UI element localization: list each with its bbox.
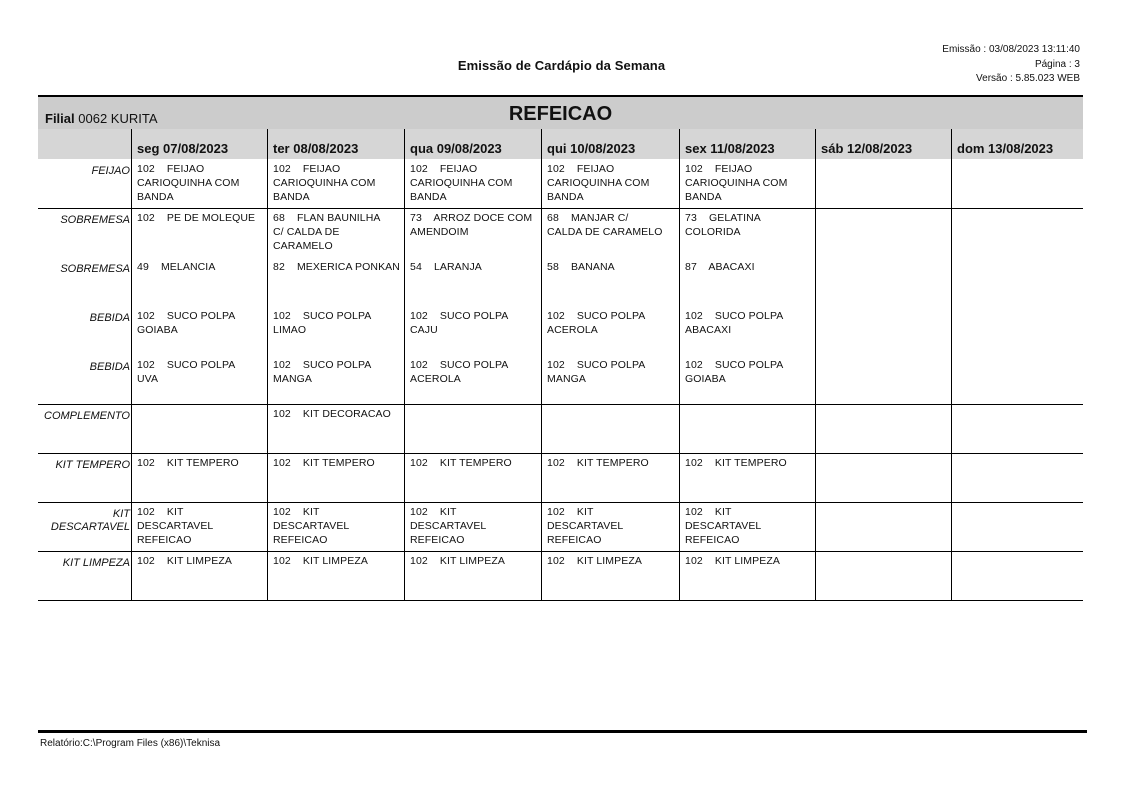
menu-cell: 102 KIT TEMPERO [273, 457, 375, 469]
menu-cell: 68 MANJAR C/ CALDA DE CARAMELO [547, 212, 663, 238]
report-path: Relatório:C:\Program Files (x86)\Teknisa [40, 738, 221, 749]
menu-cell: 102 SUCO POLPA MANGA [547, 359, 646, 385]
row-label: SOBREMESA [60, 263, 130, 275]
bottom-rule [38, 730, 1087, 733]
menu-cell: 102 KIT DECORACAO [273, 408, 391, 420]
row-label: BEBIDA [89, 361, 130, 373]
report-meta [942, 43, 1080, 87]
column-divider [815, 129, 816, 600]
day-header: ter 08/08/2023 [273, 141, 359, 156]
menu-cell: 102 PE DE MOLEQUE [137, 212, 256, 224]
menu-cell: 102 FEIJAO CARIOQUINHA COM BANDA [685, 163, 788, 203]
column-divider [951, 129, 952, 600]
menu-cell: 102 SUCO POLPA GOIABA [137, 310, 236, 336]
menu-cell: 73 GELATINA COLORIDA [685, 212, 761, 238]
emission-date: Emissão : 03/08/2023 13:11:40 [942, 44, 1080, 55]
row-divider [38, 502, 1083, 503]
menu-cell: 102 SUCO POLPA LIMAO [273, 310, 372, 336]
row-label: KIT LIMPEZA [62, 557, 130, 569]
column-divider [541, 129, 542, 600]
menu-cell: 102 SUCO POLPA CAJU [410, 310, 509, 336]
row-divider [38, 551, 1083, 552]
menu-cell: 58 BANANA [547, 261, 615, 273]
section-band [38, 95, 1083, 129]
menu-cell: 102 SUCO POLPA GOIABA [685, 359, 784, 385]
row-label: SOBREMESA [60, 214, 130, 226]
version-info: Versão : 5.85.023 WEB [976, 73, 1080, 84]
row-label: COMPLEMENTO [44, 410, 130, 422]
menu-cell: 102 KIT LIMPEZA [410, 555, 505, 567]
report-title: Emissão de Cardápio da Semana [457, 58, 666, 73]
page-number: Página : 3 [1034, 58, 1080, 70]
menu-cell: 68 FLAN BAUNILHA C/ CALDA DE CARAMELO [273, 212, 381, 252]
menu-cell: 102 FEIJAO CARIOQUINHA COM BANDA [137, 163, 240, 203]
menu-cell: 102 KIT LIMPEZA [273, 555, 368, 567]
menu-cell: 102 KIT DESCARTAVEL REFEICAO [547, 506, 624, 546]
day-header: dom 13/08/2023 [957, 141, 1054, 156]
branch-label: Filial [45, 111, 75, 126]
menu-cell: 102 SUCO POLPA MANGA [273, 359, 372, 385]
column-divider [131, 129, 132, 600]
row-divider [38, 453, 1083, 454]
menu-cell: 102 KIT LIMPEZA [685, 555, 780, 567]
menu-cell: 54 LARANJA [410, 261, 482, 273]
menu-cell: 102 SUCO POLPA ACEROLA [410, 359, 509, 385]
menu-cell: 102 KIT DESCARTAVEL REFEICAO [273, 506, 350, 546]
menu-cell: 102 KIT LIMPEZA [547, 555, 642, 567]
day-header: qui 10/08/2023 [547, 141, 636, 156]
menu-cell: 102 SUCO POLPA UVA [137, 359, 236, 385]
menu-cell: 102 KIT TEMPERO [685, 457, 787, 469]
row-label: BEBIDA [89, 312, 130, 324]
menu-cell: 102 SUCO POLPA ACEROLA [547, 310, 646, 336]
menu-cell: 102 FEIJAO CARIOQUINHA COM BANDA [273, 163, 376, 203]
row-divider [38, 404, 1083, 405]
section-title: REFEICAO [508, 103, 613, 125]
menu-cell: 102 KIT DESCARTAVEL REFEICAO [410, 506, 487, 546]
menu-cell: 82 MEXERICA PONKAN [273, 261, 400, 273]
menu-cell: 102 KIT TEMPERO [547, 457, 649, 469]
menu-cell: 102 KIT TEMPERO [137, 457, 239, 469]
row-label: KIT TEMPERO [55, 459, 130, 471]
menu-cell: 102 FEIJAO CARIOQUINHA COM BANDA [547, 163, 650, 203]
row-divider [38, 208, 1083, 209]
menu-cell: 87 ABACAXI [685, 261, 755, 273]
menu-cell: 102 SUCO POLPA ABACAXI [685, 310, 784, 336]
branch-value: 0062 KURITA [78, 111, 158, 126]
column-divider [267, 129, 268, 600]
menu-cell: 102 KIT LIMPEZA [137, 555, 232, 567]
column-divider [679, 129, 680, 600]
day-header: sáb 12/08/2023 [821, 141, 913, 156]
menu-cell: 102 KIT DESCARTAVEL REFEICAO [685, 506, 762, 546]
row-divider [38, 600, 1083, 601]
day-header: seg 07/08/2023 [137, 141, 229, 156]
menu-cell: 102 KIT TEMPERO [410, 457, 512, 469]
column-divider [404, 129, 405, 600]
menu-cell: 102 FEIJAO CARIOQUINHA COM BANDA [410, 163, 513, 203]
day-header: sex 11/08/2023 [685, 141, 775, 156]
day-header: qua 09/08/2023 [410, 141, 502, 156]
menu-cell: 49 MELANCIA [137, 261, 216, 273]
row-label: KIT DESCARTAVEL [50, 508, 130, 533]
menu-cell: 102 KIT DESCARTAVEL REFEICAO [137, 506, 214, 546]
row-label: FEIJAO [91, 165, 130, 177]
menu-cell: 73 ARROZ DOCE COM AMENDOIM [410, 212, 533, 238]
